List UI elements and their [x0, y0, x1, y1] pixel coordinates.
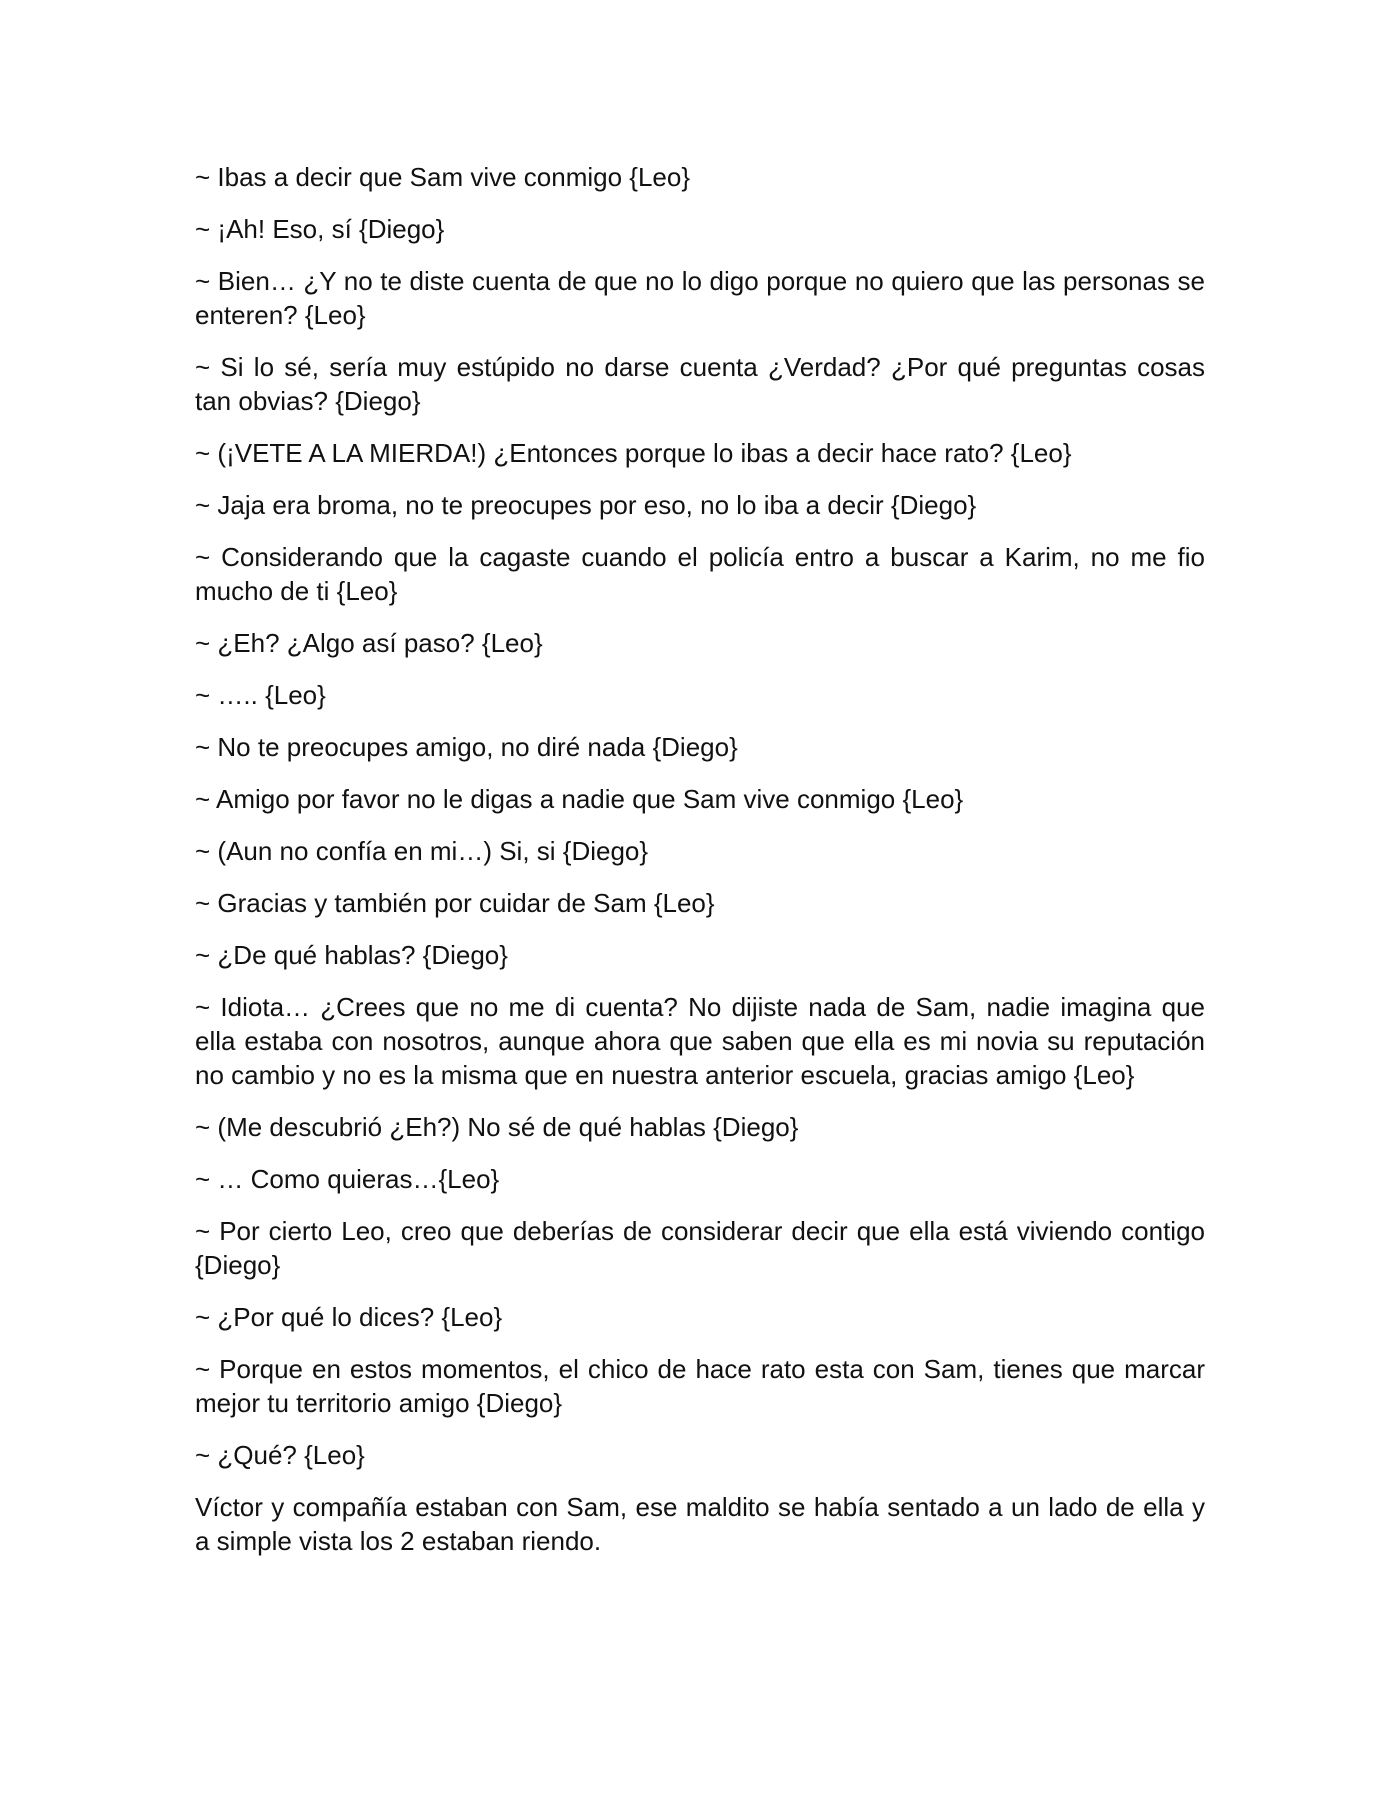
dialogue-line-11: ~ Amigo por favor no le digas a nadie que Sam vive conmigo {Leo} — [195, 784, 964, 814]
dialogue-line-6: ~ Jaja era broma, no te preocupes por eso, no lo iba a decir {Diego} — [195, 490, 977, 520]
dialogue-line-7: ~ Considerando que la cagaste cuando el policía entro a buscar a Karim, no me fio mucho de ti {Leo} — [195, 542, 1205, 606]
dialogue-line-8: ~ ¿Eh? ¿Algo así paso? {Leo} — [195, 628, 543, 658]
dialogue-line-17: ~ … Como quieras…{Leo} — [195, 1164, 500, 1194]
dialogue-line-2: ~ ¡Ah! Eso, sí {Diego} — [195, 214, 445, 244]
dialogue-line-19: ~ ¿Por qué lo dices? {Leo} — [195, 1302, 503, 1332]
dialogue-line-15: ~ Idiota… ¿Crees que no me di cuenta? No dijiste nada de Sam, nadie imagina que ella estaba con nosotros, aunque ahora que saben que ella es mi novia su reputación no cambio y no es la misma que en nuestra anterior escuela, gracias amigo {Leo} — [195, 992, 1205, 1090]
dialogue-line-18: ~ Por cierto Leo, creo que deberías de considerar decir que ella está viviendo contigo {Diego} — [195, 1216, 1205, 1280]
dialogue-line-4: ~ Si lo sé, sería muy estúpido no darse cuenta ¿Verdad? ¿Por qué preguntas cosas tan obvias? {Diego} — [195, 352, 1205, 416]
dialogue-line-10: ~ No te preocupes amigo, no diré nada {Diego} — [195, 732, 738, 762]
dialogue-line-5: ~ (¡VETE A LA MIERDA!) ¿Entonces porque lo ibas a decir hace rato? {Leo} — [195, 438, 1072, 468]
dialogue-line-14: ~ ¿De qué hablas? {Diego} — [195, 940, 508, 970]
dialogue-line-13: ~ Gracias y también por cuidar de Sam {Leo} — [195, 888, 715, 918]
dialogue-line-12: ~ (Aun no confía en mi…) Si, si {Diego} — [195, 836, 649, 866]
document-page — [195, 160, 1205, 1576]
dialogue-line-1: ~ Ibas a decir que Sam vive conmigo {Leo} — [195, 162, 691, 192]
dialogue-line-20: ~ Porque en estos momentos, el chico de hace rato esta con Sam, tienes que marcar mejor tu territorio amigo {Diego} — [195, 1354, 1205, 1418]
dialogue-line-9: ~ ….. {Leo} — [195, 680, 326, 710]
dialogue-line-3: ~ Bien… ¿Y no te diste cuenta de que no lo digo porque no quiero que las personas se enteren? {Leo} — [195, 266, 1205, 330]
narration-paragraph: Víctor y compañía estaban con Sam, ese maldito se había sentado a un lado de ella y a simple vista los 2 estaban riendo. — [195, 1492, 1205, 1556]
dialogue-line-21: ~ ¿Qué? {Leo} — [195, 1440, 365, 1470]
dialogue-line-16: ~ (Me descubrió ¿Eh?) No sé de qué hablas {Diego} — [195, 1112, 799, 1142]
